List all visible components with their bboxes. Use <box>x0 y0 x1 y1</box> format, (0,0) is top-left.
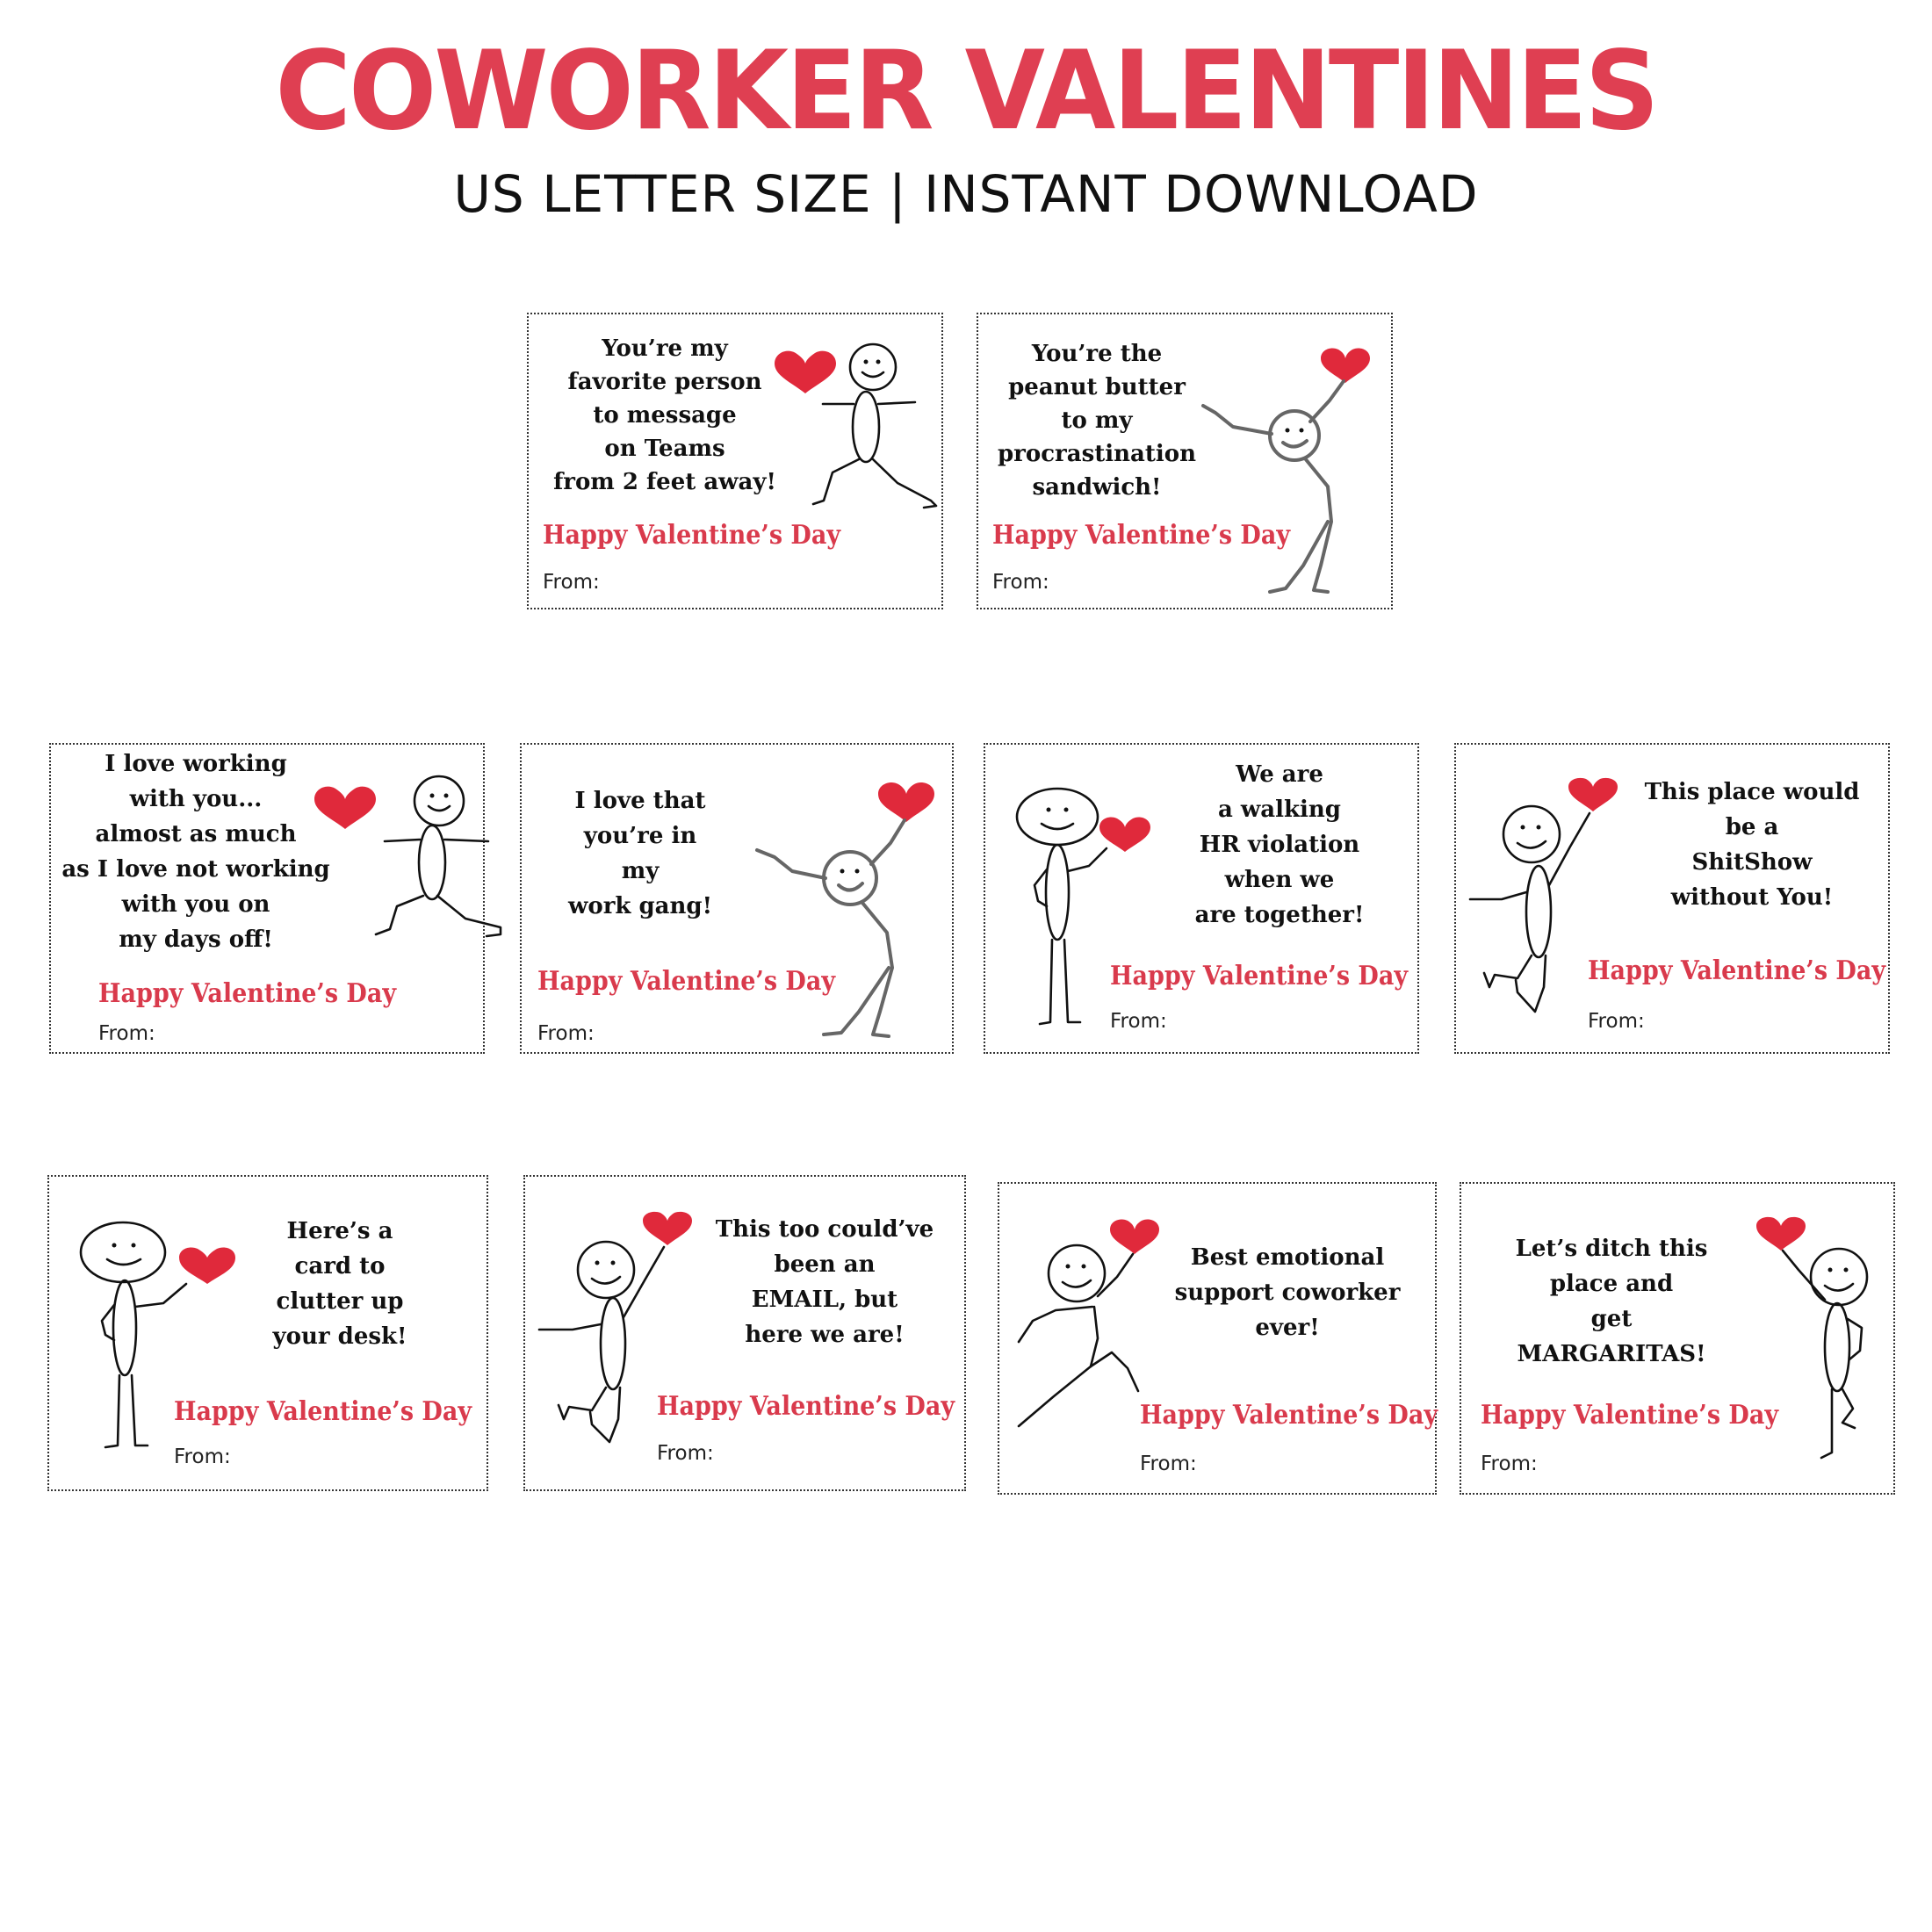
card-message: You’re the peanut butter to my procrastination sandwich! <box>997 341 1196 501</box>
from-label: From: <box>1140 1453 1197 1475</box>
from-label: From: <box>537 1022 595 1045</box>
card-greeting: Happy Valentine’s Day <box>537 966 836 997</box>
card-message: I love working with you... almost as much as I love not working with you on my days off! <box>61 751 330 953</box>
card-message: Let’s ditch this place and get MARGARITAS! <box>1515 1236 1708 1367</box>
page-title: COWORKER VALENTINES <box>275 26 1657 155</box>
valentine-card <box>47 1175 488 1491</box>
hip-heart-icon <box>1751 1215 1892 1479</box>
card-greeting: Happy Valentine’s Day <box>174 1396 472 1427</box>
valentine-card <box>520 743 954 1054</box>
card-message: We are a walking HR violation when we are together! <box>1194 761 1365 928</box>
from-label: From: <box>1110 1010 1167 1033</box>
from-label: From: <box>98 1022 155 1045</box>
running-heart-icon <box>1006 1215 1156 1444</box>
card-greeting: Happy Valentine’s Day <box>992 520 1291 551</box>
from-label: From: <box>543 571 600 594</box>
card-message: Best emotional support coworker ever! <box>1174 1244 1401 1341</box>
standing-heart-icon <box>1015 785 1156 1040</box>
from-label: From: <box>992 571 1049 594</box>
from-label: From: <box>1588 1010 1645 1033</box>
card-message: I love that you’re in my work gang! <box>567 788 712 919</box>
card-greeting: Happy Valentine’s Day <box>543 520 841 551</box>
from-label: From: <box>174 1445 231 1468</box>
card-message: This place would be a ShitShow without You! <box>1644 779 1860 911</box>
card-message: You’re my favorite person to message on Teams from 2 feet away! <box>553 335 776 495</box>
valentine-card <box>1454 743 1890 1054</box>
card-greeting: Happy Valentine’s Day <box>1588 955 1886 986</box>
valentine-card <box>977 313 1393 609</box>
card-greeting: Happy Valentine’s Day <box>1110 961 1409 991</box>
valentine-card <box>527 313 943 609</box>
standing-heart-icon <box>79 1219 237 1468</box>
lunge-heart-icon <box>314 775 490 977</box>
valentine-card <box>523 1175 966 1491</box>
valentine-card <box>1460 1182 1895 1495</box>
valentine-card <box>984 743 1419 1054</box>
card-message: This too could’ve been an EMAIL, but here we are! <box>715 1216 934 1348</box>
valentine-card <box>998 1182 1437 1495</box>
card-message: Here’s a card to clutter up your desk! <box>272 1218 407 1350</box>
from-label: From: <box>657 1442 714 1465</box>
jumping-heart-icon <box>1468 776 1618 1049</box>
page-subtitle: US LETTER SIZE | INSTANT DOWNLOAD <box>453 164 1479 224</box>
waving-heart-icon <box>748 780 950 1043</box>
from-label: From: <box>1481 1453 1538 1475</box>
card-greeting: Happy Valentine’s Day <box>1140 1400 1438 1431</box>
card-greeting: Happy Valentine’s Day <box>1481 1400 1779 1431</box>
card-greeting: Happy Valentine’s Day <box>657 1391 955 1422</box>
valentine-card <box>49 743 485 1054</box>
waving-heart-icon <box>1198 346 1382 601</box>
jumping-heart-icon <box>537 1210 687 1474</box>
card-greeting: Happy Valentine’s Day <box>98 978 397 1009</box>
